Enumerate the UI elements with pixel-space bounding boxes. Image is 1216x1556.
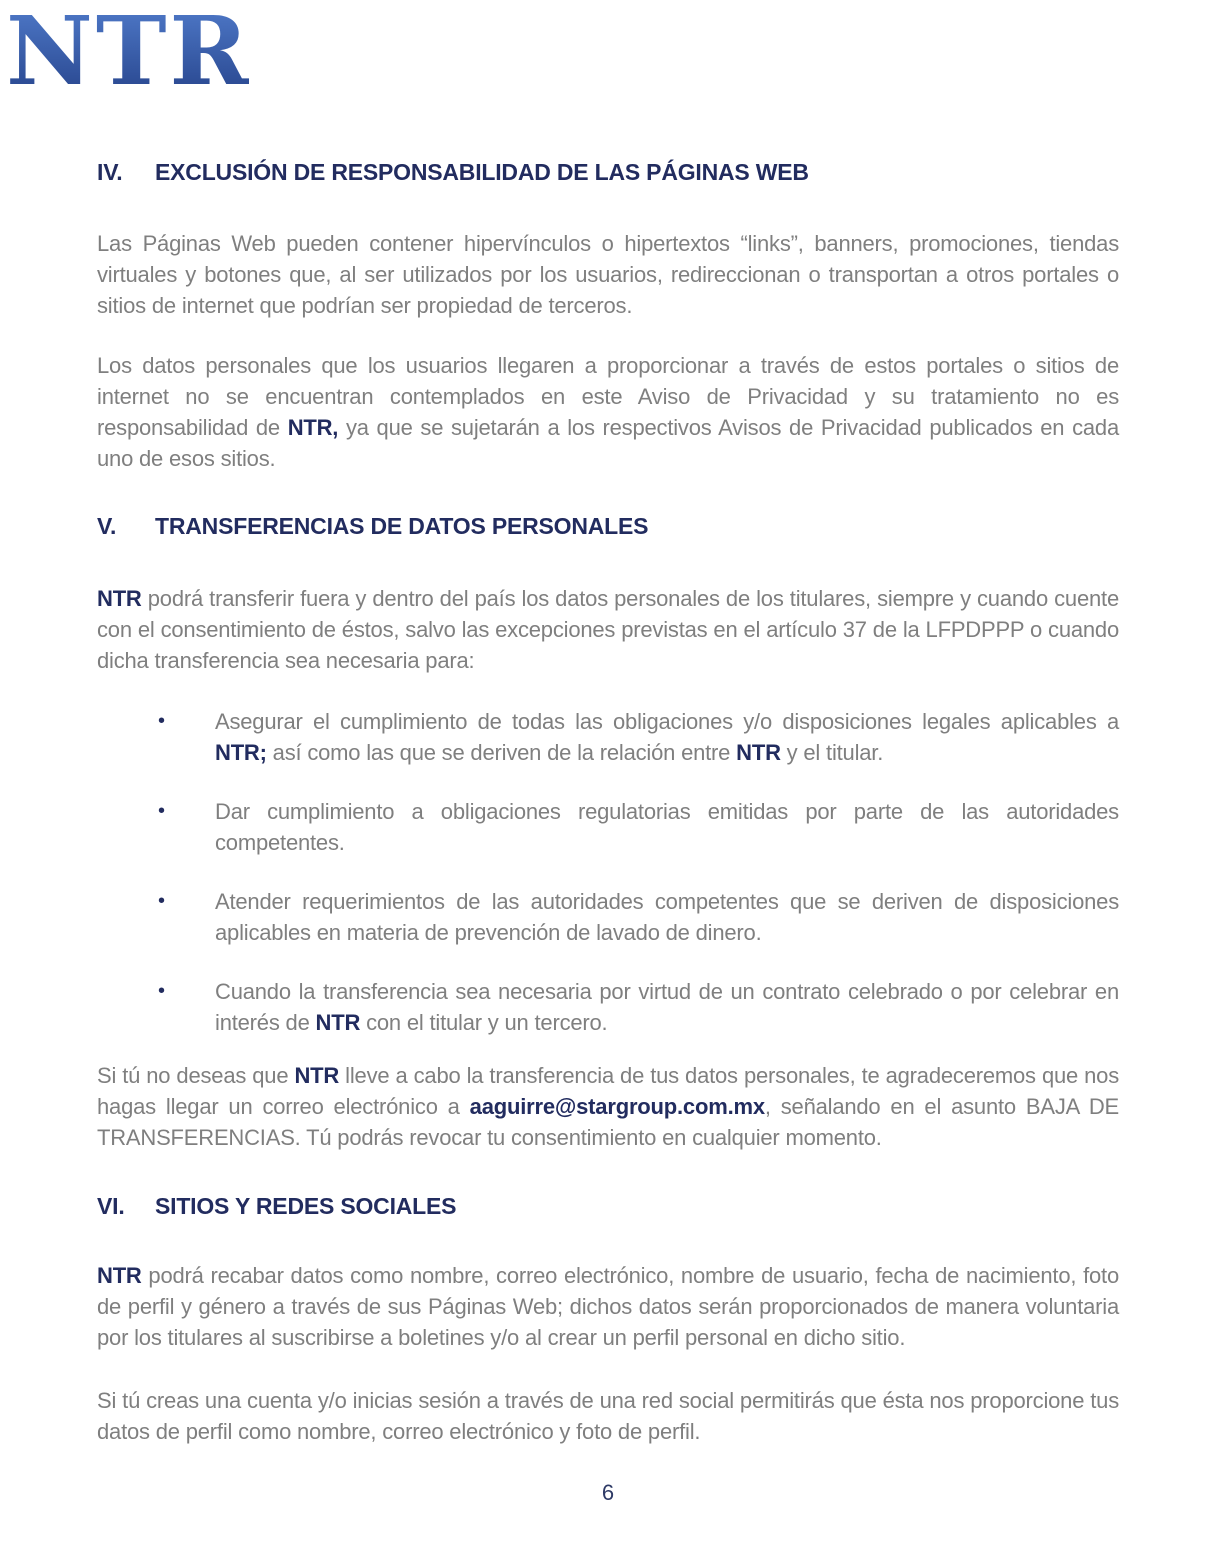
bullet-text <box>215 976 1119 1038</box>
brand-bold-text: NTR <box>736 740 781 765</box>
paragraph <box>97 350 1119 474</box>
text-segment: Cuando la transferencia sea necesaria por virtud de un contrato celebrado o por celebrar en interés de <box>215 979 1119 1035</box>
section-heading-vi <box>97 1190 1119 1222</box>
document-header <box>0 0 1216 107</box>
text-segment: Los datos personales que los usuarios llegaren a proporcionar a través de estos portales o sitios de internet no se encuentran contemplados en este Aviso de Privacidad y su tratamiento no es responsabilidad de <box>97 353 1119 440</box>
brand-bold-text: NTR <box>97 586 142 611</box>
text-segment: podrá recabar datos como nombre, correo electrónico, nombre de usuario, fecha de nacimiento, foto de perfil y género a través de sus Páginas Web; dichos datos serán proporcionados de manera voluntaria por los titulares al suscribirse a boletines y/o al crear un perfil personal en dicho sitio. <box>97 1263 1119 1350</box>
paragraph <box>97 228 1119 321</box>
section-sitios-redes-sociales <box>97 1190 1119 1447</box>
paragraph <box>97 1060 1119 1153</box>
text-segment: Asegurar el cumplimiento de todas las obligaciones y/o disposiciones legales aplicables a <box>215 709 1119 734</box>
bullet-item <box>97 796 1119 858</box>
brand-bold-text: NTR; <box>215 740 267 765</box>
text-segment: podrá transferir fuera y dentro del país los datos personales de los titulares, siempre y cuando cuente con el consentimiento de éstos, salvo las excepciones previstas en el artículo 37 de la LFPDPPP o cuando dicha transferencia sea necesaria para: <box>97 586 1119 673</box>
bullet-item <box>97 886 1119 948</box>
text-segment: y el titular. <box>780 740 884 765</box>
text-segment: Dar cumplimiento a obligaciones regulatorias emitidas por parte de las autoridades competentes. <box>215 799 1119 855</box>
bullet-text <box>215 706 1119 768</box>
section-title: EXCLUSIÓN DE RESPONSABILIDAD DE LAS PÁGINAS WEB <box>155 159 809 185</box>
text-segment: Las Páginas Web pueden contener hipervínculos o hipertextos “links”, banners, promociones, tiendas virtuales y botones que, al ser utilizados por los usuarios, redireccionan o transportan a otros portales o sitios de internet que podrían ser propiedad de terceros. <box>97 231 1119 318</box>
bullet-text <box>215 796 1119 858</box>
bullet-dot-icon: • <box>158 980 166 1002</box>
paragraph <box>97 1385 1119 1447</box>
bullet-item <box>97 706 1119 768</box>
brand-bold-text: NTR <box>97 1263 142 1288</box>
bullet-item <box>97 976 1119 1038</box>
section-heading-iv <box>97 156 1119 188</box>
ntr-logo: NTR <box>6 8 1216 96</box>
section-transferencias-datos <box>97 510 1119 1153</box>
text-segment: ya que se sujetarán a los respectivos Avisos de Privacidad publicados en cada uno de esos sitios. <box>97 415 1119 471</box>
paragraph <box>97 583 1119 676</box>
section-title: TRANSFERENCIAS DE DATOS PERSONALES <box>155 513 649 539</box>
text-segment: Si tú creas una cuenta y/o inicias sesión a través de una red social permitirás que ésta nos proporcione tus datos de perfil como nombre, correo electrónico y foto de perfil. <box>97 1388 1119 1444</box>
section-numeral: VI. <box>97 1193 125 1219</box>
document-page <box>0 156 1216 1508</box>
page-number: 6 <box>601 1480 615 1505</box>
text-segment: , señalando en el asunto BAJA DE TRANSFERENCIAS. Tú podrás revocar tu consentimiento en cualquier momento. <box>97 1094 1119 1150</box>
text-segment: lleve a cabo la transferencia de tus datos personales, te agradeceremos que nos hagas llegar un correo electrónico a <box>97 1063 1119 1119</box>
text-segment: así como las que se deriven de la relación entre <box>266 740 737 765</box>
section-numeral: V. <box>97 513 117 539</box>
text-segment: Si tú no deseas que <box>97 1063 295 1088</box>
bullet-text <box>215 886 1119 948</box>
email-link[interactable]: aaguirre@stargroup.com.mx <box>469 1094 765 1119</box>
bullet-dot-icon: • <box>158 890 166 912</box>
page-footer <box>97 1477 1119 1508</box>
brand-bold-text: NTR, <box>287 415 339 440</box>
bullet-list <box>97 706 1119 1038</box>
text-segment: Atender requerimientos de las autoridades competentes que se deriven de disposiciones aplicables en materia de prevención de lavado de dinero. <box>215 889 1119 945</box>
section-exclusion-responsabilidad <box>97 156 1119 474</box>
brand-bold-text: NTR <box>294 1063 340 1088</box>
brand-bold-text: NTR <box>315 1010 361 1035</box>
bullet-dot-icon: • <box>158 800 166 822</box>
bullet-dot-icon: • <box>158 710 166 732</box>
text-segment: con el titular y un tercero. <box>360 1010 608 1035</box>
paragraph <box>97 1260 1119 1353</box>
section-numeral: IV. <box>97 159 123 185</box>
section-title: SITIOS Y REDES SOCIALES <box>155 1193 457 1219</box>
section-heading-v <box>97 510 1119 542</box>
